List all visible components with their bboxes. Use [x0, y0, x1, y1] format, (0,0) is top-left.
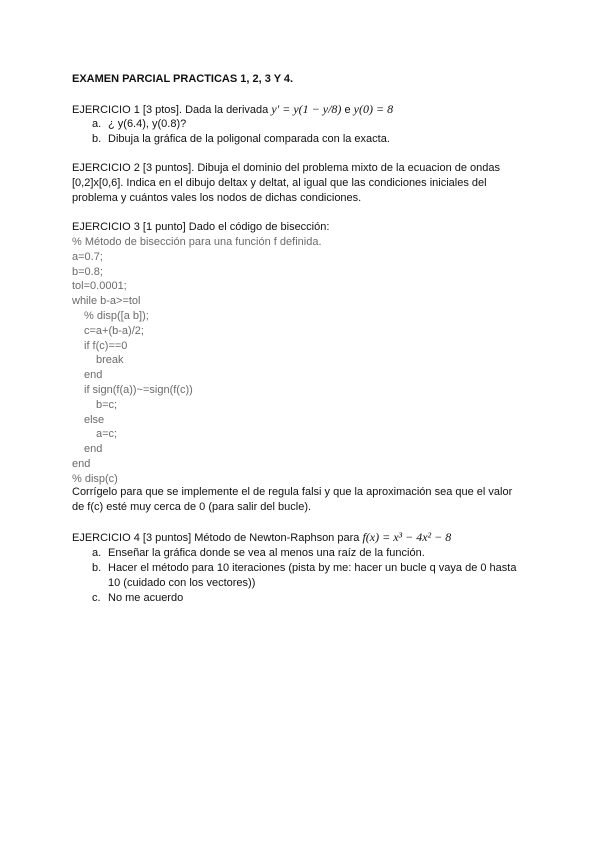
- ejercicio-1-item-b-marker: b.: [92, 133, 102, 145]
- ejercicio-1-initial-condition: y(0) = 8: [353, 102, 394, 116]
- ejercicio-4-item-b-text-line-2: 10 (cuidado con los vectores)): [108, 577, 256, 589]
- ejercicio-4-item-a-text: Enseñar la gráfica donde se vea al menos una raíz de la función.: [108, 547, 425, 559]
- ejercicio-4-function-formula: f(x) = x³ − 4x² − 8: [362, 530, 452, 544]
- ejercicio-4-item-c-marker: c.: [92, 592, 101, 604]
- ejercicio-1-conjunction: e: [344, 104, 351, 116]
- ejercicio-2-line-2: [0,2]x[0,6]. Indica en el dibujo deltax y deltat, al igual que las condiciones iniciales del: [72, 177, 487, 189]
- ejercicio-4-intro: EJERCICIO 4 [3 puntos] Método de Newton-Raphson para: [72, 532, 360, 544]
- code-line: else: [84, 413, 105, 426]
- code-line: b=c;: [96, 398, 118, 411]
- ejercicio-1-item-a-marker: a.: [92, 118, 102, 130]
- ejercicio-4-item-b-marker: b.: [92, 562, 102, 574]
- code-line: if f(c)==0: [84, 339, 128, 352]
- code-line: end: [84, 443, 103, 456]
- ejercicio-4-statement: [72, 530, 451, 546]
- code-line: while b-a>=tol: [72, 295, 141, 308]
- ejercicio-1-item-a-text: ¿ y(6.4), y(0.8)?: [108, 118, 187, 130]
- ejercicio-2-line-1: EJERCICIO 2 [3 puntos]. Dibuja el dominio del problema mixto de la ecuacion de ondas: [72, 162, 501, 174]
- ejercicio-1-derivative-formula: y' = y(1 − y/8): [271, 102, 342, 116]
- code-line: end: [84, 369, 103, 382]
- ejercicio-2-line-3: problema y cuántos vales los nodos de dichas condiciones.: [72, 192, 362, 204]
- code-line: break: [96, 354, 124, 367]
- code-line: % disp(c): [72, 472, 118, 485]
- exam-title: EXAMEN PARCIAL PRACTICAS 1, 2, 3 Y 4.: [72, 73, 294, 85]
- ejercicio-1-intro: EJERCICIO 1 [3 ptos]. Dada la derivada: [72, 104, 269, 116]
- ejercicio-3-outro-line-1: Corrígelo para que se implemente el de regula falsi y que la aproximación sea que el valor: [72, 486, 513, 498]
- ejercicio-4-item-c-text: No me acuerdo: [108, 592, 184, 604]
- ejercicio-1-item-b-text: Dibuja la gráfica de la poligonal comparada con la exacta.: [108, 133, 390, 145]
- ejercicio-4-item-a-marker: a.: [92, 547, 102, 559]
- ejercicio-1-statement: [72, 102, 393, 118]
- code-line: tol=0.0001;: [72, 280, 127, 293]
- code-line: % disp([a b]);: [84, 310, 149, 322]
- code-line: a=c;: [96, 428, 118, 441]
- ejercicio-3-intro: EJERCICIO 3 [1 punto] Dado el código de bisección:: [72, 221, 330, 233]
- code-line: a=0.7;: [72, 250, 103, 263]
- code-line: b=0.8;: [72, 265, 103, 278]
- code-line: % Método de bisección para una función f definida.: [72, 236, 322, 248]
- code-line: end: [72, 458, 91, 470]
- ejercicio-4-item-b-text-line-1: Hacer el método para 10 iteraciones (pista by me: hacer un bucle q vaya de 0 hasta: [108, 562, 517, 574]
- code-line: c=a+(b-a)/2;: [84, 324, 144, 337]
- ejercicio-3-outro-line-2: de f(c) esté muy cerca de 0 (para salir del bucle).: [72, 501, 312, 513]
- code-line: if sign(f(a))~=sign(f(c)): [84, 384, 193, 396]
